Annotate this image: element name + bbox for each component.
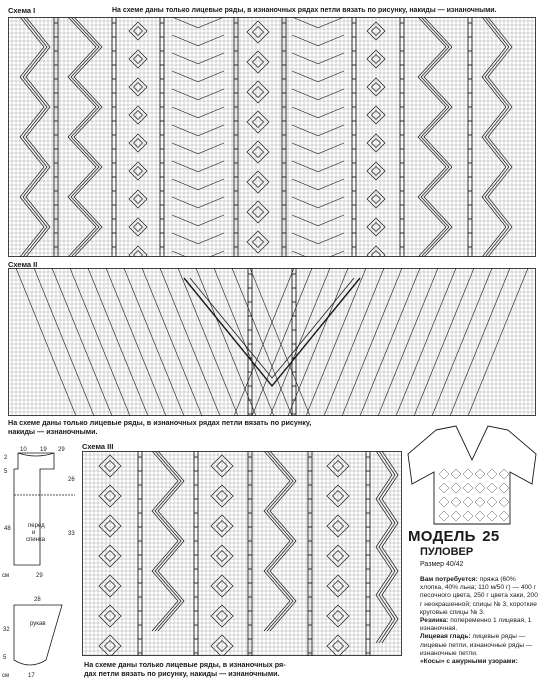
model-subtitle: ПУЛОВЕР [420, 546, 474, 558]
pattern-label-and: и [32, 530, 36, 536]
stockinette-title: Лицевая гладь: [420, 633, 471, 641]
scheme3-label: Схема III [82, 442, 114, 451]
model-size: Размер 40/42 [420, 561, 464, 568]
rib-title: Резинка: [420, 617, 449, 625]
model-title [408, 528, 500, 545]
sweater-illustration [406, 424, 542, 529]
pattern-diagram [0, 445, 82, 684]
pattern-cm-1: см [2, 573, 10, 579]
pattern-left-2: 5 [4, 469, 8, 475]
rib-text: попеременно 1 лицевая, 1 изнаночная. [420, 617, 532, 633]
scheme1-label: Схема I [8, 6, 36, 15]
scheme1-note: На схеме даны только лицевые ряды, в изнаночных рядах петли вязать по рисунку, накиды — изнаночными. [112, 7, 497, 14]
pattern-top-2: 19 [40, 447, 47, 453]
scheme2-note-line2: накиды — изнаночными. [8, 427, 98, 436]
model-title-word: МОДЕЛЬ [408, 528, 476, 545]
pattern-label-back: спинка [26, 537, 46, 543]
sleeve-left: 32 [3, 627, 10, 633]
pattern-cm-2: см [2, 673, 10, 679]
scheme3-note-line2: дах петли вязать по рисунку, накиды — изнаночными. [84, 669, 280, 678]
materials-title: Вам потребуется: [420, 576, 478, 583]
cables-title: «Косы» с ажурными узорами: [420, 658, 518, 666]
scheme2-label: Схема II [8, 260, 38, 269]
sleeve-label: рукав [30, 621, 46, 627]
sleeve-left2: 5 [3, 655, 7, 661]
scheme2-chart [8, 268, 536, 416]
pattern-bottom: 29 [36, 573, 43, 579]
sleeve-bottom: 17 [28, 673, 35, 679]
pattern-top-1: 10 [20, 447, 27, 453]
scheme3-note-line1: На схеме даны только лицевые ряды, в изнаночных ря- [84, 660, 286, 669]
stockinette-text: лицевые ряды — лицевые петли, изнаночные ряды — изнаночные петли. [420, 633, 533, 657]
scheme2-note-line1: На схеме даны только лицевые ряды, в изнаночных рядах петли вязать по рисунку, [8, 418, 312, 427]
pattern-right-2: 33 [68, 531, 75, 537]
pattern-right-1: 26 [68, 477, 75, 483]
scheme1-chart [8, 17, 536, 257]
sleeve-top: 28 [34, 597, 41, 603]
scheme3-chart [82, 451, 402, 656]
model-number: 25 [482, 528, 500, 545]
pattern-left-3: 48 [4, 526, 11, 532]
instructions [420, 576, 540, 666]
pattern-top-3: 29 [58, 447, 65, 453]
pattern-left-1: 2 [4, 455, 8, 461]
materials-text: пряжа (60% хлопка, 40% льна; 110 м/50 г) — 400 г песочного цвета, 250 г цвета хаки, 200 г неокрашенной; спицы № 3, короткие круговые спицы № 3. [420, 576, 538, 616]
pattern-label-front: перед [28, 523, 45, 529]
